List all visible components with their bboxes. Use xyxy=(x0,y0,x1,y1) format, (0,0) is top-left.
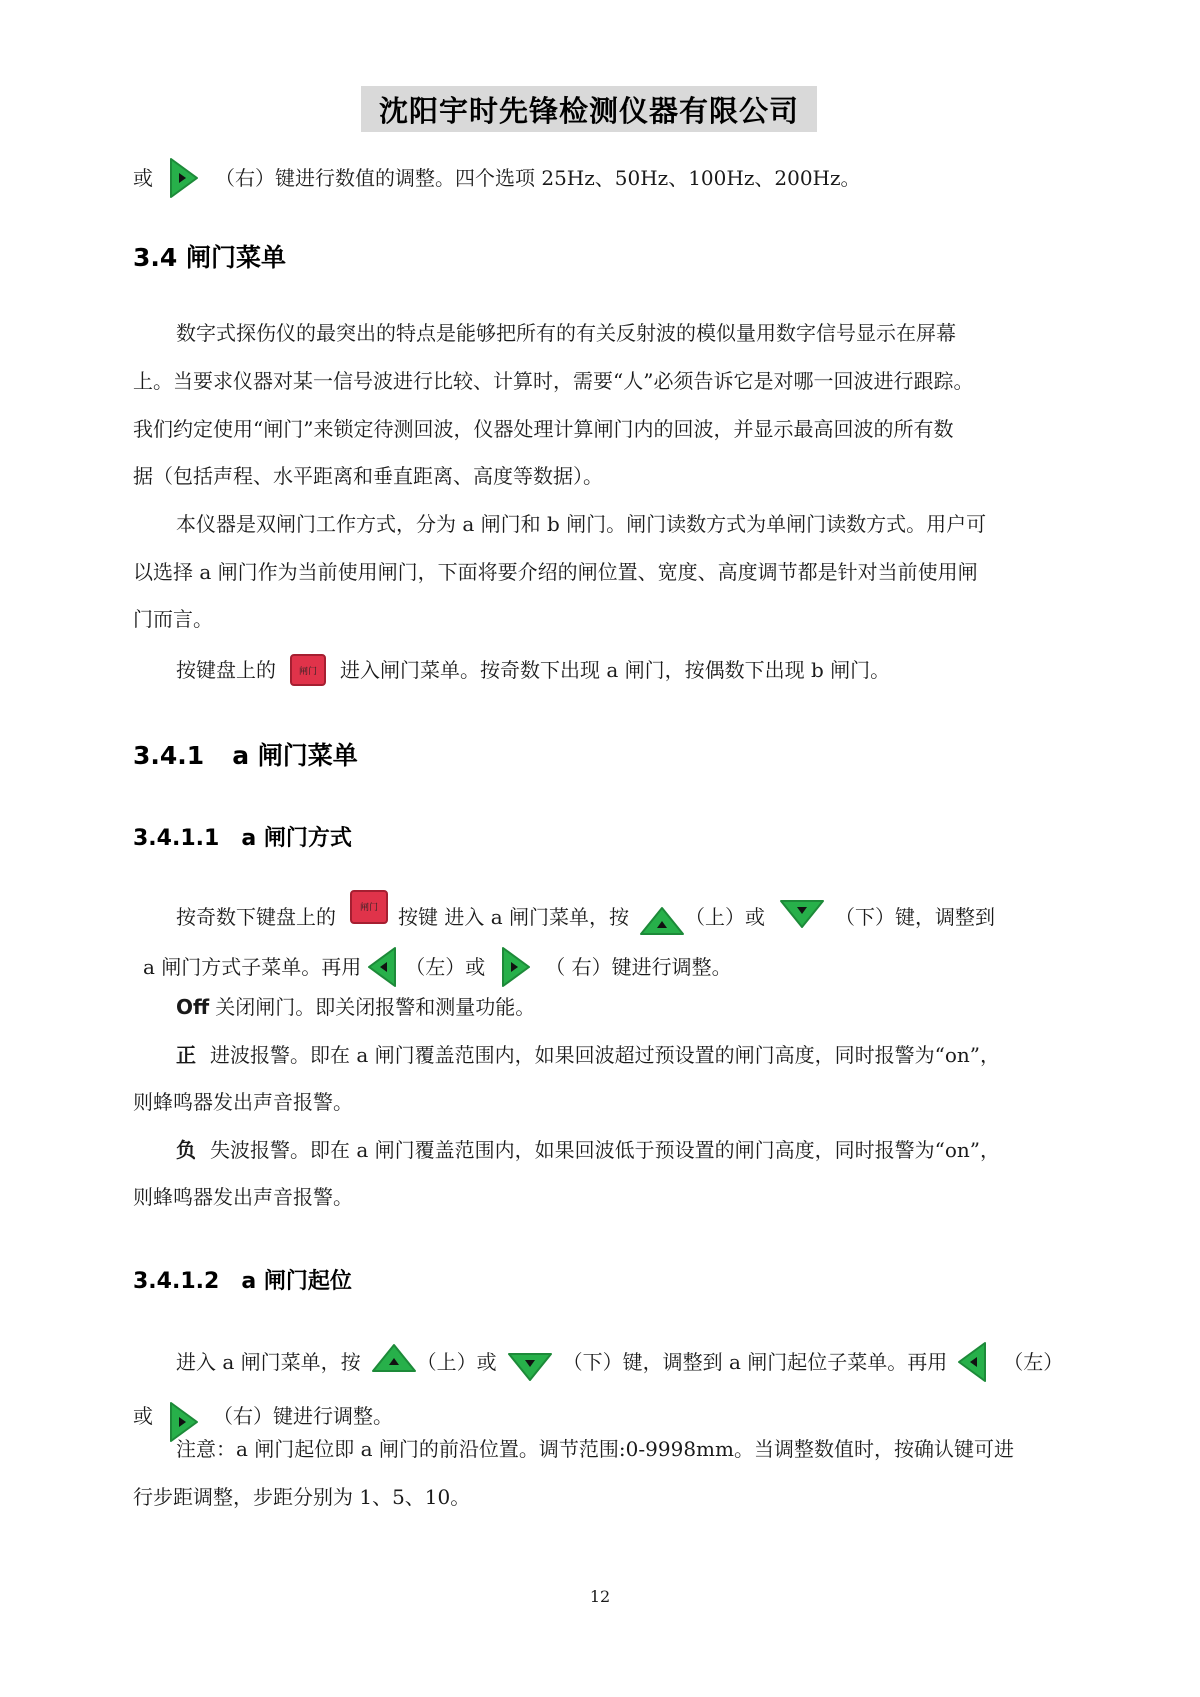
section-title: a 闸门起位 xyxy=(241,1269,352,1294)
text-segment: 按键 进入 a 闸门菜单，按 xyxy=(398,905,629,929)
paragraph-line: 据（包括声程、水平距离和垂直距离、高度等数据）。 xyxy=(133,464,603,488)
text-segment: （左） xyxy=(1003,1350,1064,1374)
up-key-icon xyxy=(639,906,685,936)
gate-key-icon xyxy=(290,654,326,686)
paragraph-line: 以选择 a 闸门作为当前使用闸门，下面将要介绍的闸位置、宽度、高度调节都是针对当前使用闸 xyxy=(133,560,978,584)
paragraph-line: 本仪器是双闸门工作方式，分为 a 闸门和 b 闸门。闸门读数方式为单闸门读数方式。用户可 xyxy=(176,512,987,536)
option-text: 关闭闸门。即关闭报警和测量功能。 xyxy=(215,995,536,1019)
paragraph-line: 则蜂鸣器发出声音报警。 xyxy=(133,1090,353,1114)
paragraph-line: 我们约定使用“闸门”来锁定待测回波，仪器处理计算闸门内的回波，并显示最高回波的所有数 xyxy=(133,417,954,441)
text-segment: 或 xyxy=(133,1404,153,1428)
company-header: 沈阳宇时先锋检测仪器有限公司 xyxy=(361,86,817,132)
text-segment: （ 右）键进行调整。 xyxy=(545,955,732,979)
option-label: 正 xyxy=(176,1043,196,1067)
gate-start-line-1 xyxy=(176,1341,1063,1383)
text-segment: （右）键进行调整。 xyxy=(213,1404,393,1428)
text-segment: （下）键，调整到 a 闸门起位子菜单。再用 xyxy=(562,1350,948,1374)
gate-mode-line-1 xyxy=(176,898,995,936)
section-title: a 闸门菜单 xyxy=(232,741,358,770)
option-text: 失波报警。即在 a 闸门覆盖范围内，如果回波低于预设置的闸门高度，同时报警为“on”， xyxy=(210,1138,1001,1162)
intro-prefix: 或 xyxy=(133,166,153,190)
option-label: Off xyxy=(176,995,210,1019)
intro-line xyxy=(133,157,861,199)
note-line: 行步距调整，步距分别为 1、5、10。 xyxy=(133,1485,471,1509)
gate-mode-line-2 xyxy=(143,946,732,988)
text-segment: 按奇数下键盘上的 xyxy=(176,905,336,929)
gate-key-text: 闸门 xyxy=(359,903,379,913)
section-number: 3.4.1.1 xyxy=(133,826,220,851)
paragraph-line: 门而言。 xyxy=(133,607,213,631)
left-key-icon xyxy=(367,946,399,988)
instruction-prefix: 按键盘上的 xyxy=(176,658,276,682)
option-text: 进波报警。即在 a 闸门覆盖范围内，如果回波超过预设置的闸门高度，同时报警为“on”， xyxy=(210,1043,1001,1067)
page-number: 12 xyxy=(589,1587,611,1606)
section-title: a 闸门方式 xyxy=(241,826,352,851)
down-key-icon xyxy=(779,899,825,929)
section-heading-3-4: 3.4 闸门菜单 xyxy=(133,243,286,272)
paragraph-line: 上。当要求仪器对某一信号波进行比较、计算时，需要“人”必须告诉它是对哪一回波进行跟踪。 xyxy=(133,369,974,393)
right-key-icon xyxy=(167,157,201,199)
text-segment: （上）或 xyxy=(416,1350,497,1374)
section-heading-3-4-1-2 xyxy=(133,1264,352,1295)
gate-start-line-2 xyxy=(133,1389,393,1443)
text-segment: （左）或 xyxy=(405,955,486,979)
intro-text: （右）键进行数值的调整。四个选项 25Hz、50Hz、100Hz、200Hz。 xyxy=(215,166,861,190)
negative-option xyxy=(176,1137,1000,1163)
section-number: 3.4.1 xyxy=(133,741,205,770)
section-heading-3-4-1-1 xyxy=(133,821,352,852)
up-key-icon xyxy=(371,1343,417,1373)
section-number: 3.4.1.2 xyxy=(133,1269,220,1294)
text-segment: a 闸门方式子菜单。再用 xyxy=(143,955,362,979)
left-key-icon xyxy=(957,1341,989,1383)
gate-key-icon xyxy=(350,890,388,924)
note-line: 注意：a 闸门起位即 a 闸门的前沿位置。调节范围:0-9998mm。当调整数值时，按确认键可进 xyxy=(176,1437,1014,1461)
text-segment: （上）或 xyxy=(685,905,765,929)
option-label: 负 xyxy=(176,1138,196,1162)
right-key-icon xyxy=(499,946,531,988)
instruction-suffix: 进入闸门菜单。按奇数下出现 a 闸门，按偶数下出现 b 闸门。 xyxy=(340,658,891,682)
section-heading-3-4-1 xyxy=(133,736,358,772)
paragraph-line: 则蜂鸣器发出声音报警。 xyxy=(133,1185,353,1209)
gate-key-text: 闸门 xyxy=(298,667,318,677)
gate-key-instruction xyxy=(176,654,890,686)
text-segment: 进入 a 闸门菜单，按 xyxy=(176,1350,361,1374)
positive-option xyxy=(176,1042,1000,1068)
down-key-icon xyxy=(507,1352,553,1382)
text-segment: （下）键，调整到 xyxy=(835,905,995,929)
paragraph-line: 数字式探伤仪的最突出的特点是能够把所有的有关反射波的模似量用数字信号显示在屏幕 xyxy=(176,321,956,345)
off-option xyxy=(176,994,535,1020)
